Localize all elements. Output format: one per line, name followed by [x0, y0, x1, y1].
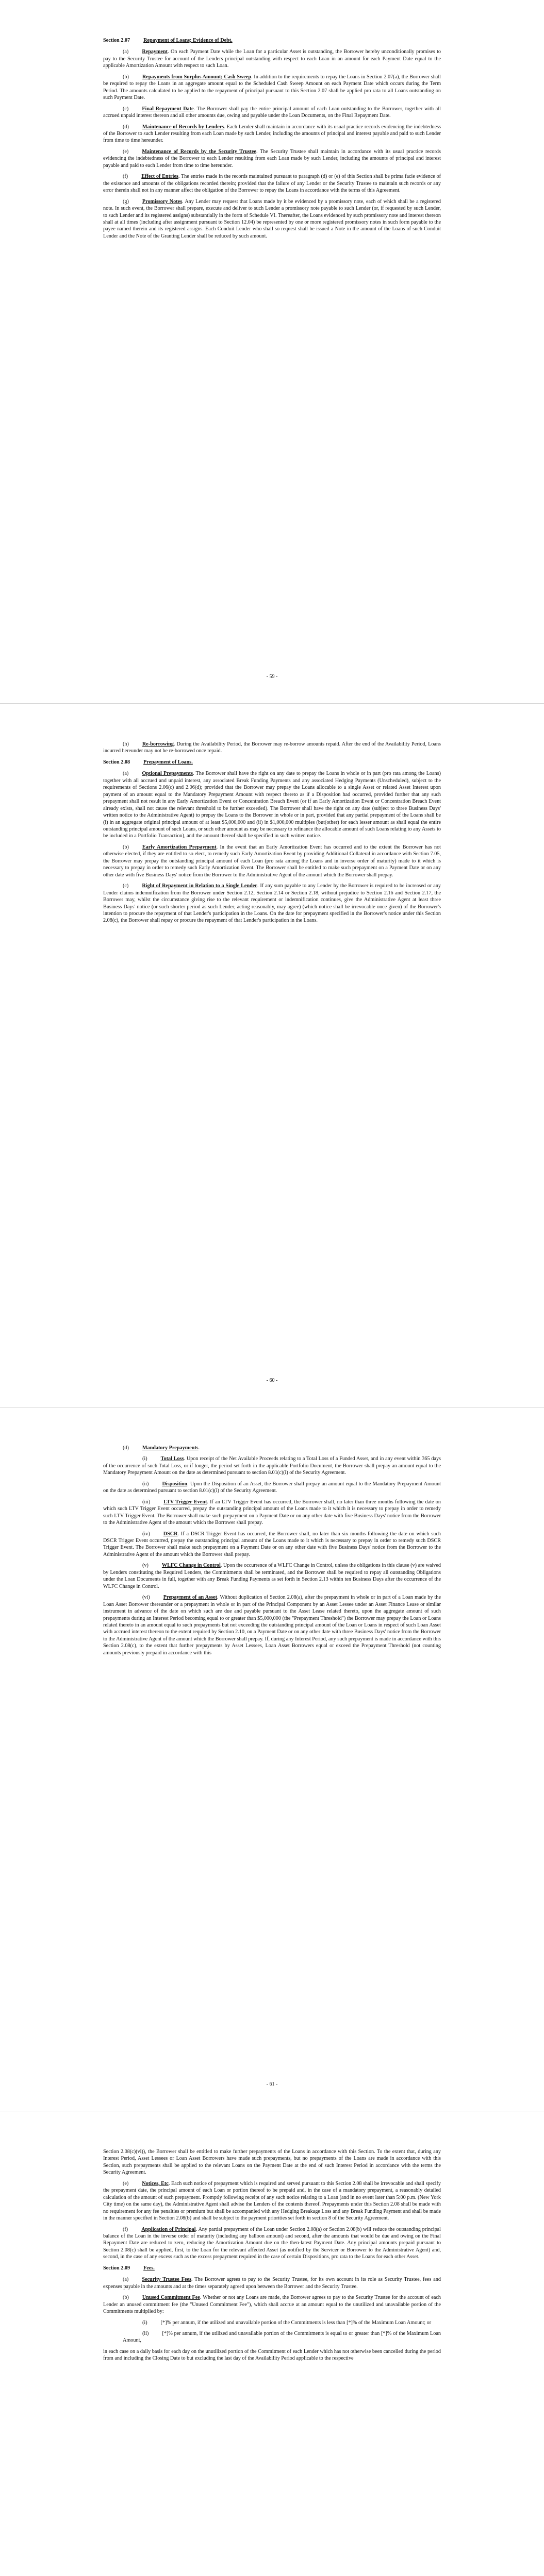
page-number: - 60 - [266, 1378, 278, 1383]
subclause-ii: (ii) Disposition. Upon the Disposition of an Asset, the Borrower shall prepay an amount equal to the Mandatory Prepayment Amount on the date as determined pursuant to section 8.01(c)(i) of the Security Agreement. [103, 1481, 441, 1494]
clause-g: (g) Promissory Notes. Any Lender may request that Loans made by it be evidenced by a promissory note, each of which shall be a registered note. In such event, the Borrower shall prepare, execute and deliver to such Lender a promissory note payable to such Lender (or, if requested by such Lender, to such Lender and its registered assigns) substantially in the form of Schedule VI. Thereafter, the Loans evidenced by such promissory note and interest thereon shall at all times (including after assignment pursuant to Section 12.04) be represented by one or more registered promissory notes in such form payable to the payee named therein and its registered assigns. Each Conduit Lender who shall so request shall be issued a Note in the amount of the Loans of such Conduit Lender and the Note of the Granting Lender shall be reduced by such amount. [103, 198, 441, 239]
clause-b: (b) Repayments from Surplus Amount; Cash Sweep. In addition to the requirements to repay the Loans in Section 2.07(a), the Borrower shall be required to repay the Loans in an aggregate amount equal to the Scheduled Cash Sweep Amount on each Payment Date which occurs during the Term Period. The amounts calculated to be applied to the repayment of principal pursuant to this Section 2.07 shall be applied pro rata to all Loans outstanding on such Payment Date. [103, 74, 441, 101]
clause-d: (d) Mandatory Prepayments. [123, 1445, 200, 1451]
subclause-iii: (iii) LTV Trigger Event. If an LTV Trigger Event has occurred, the Borrower shall, no later than three months following the date on which such LTV Trigger Event occurred, prepay the outstanding principal amount of the Loans made to it which it is necessary to prepay in order to remedy such LTV Trigger Event. The Borrower shall make such prepayment on a Payment Date or on any other date with five Business Days' notice from the Borrower to the Administrative Agent of the amount which the Borrower shall prepay. [103, 1499, 441, 1526]
clause-f: (f) Effect of Entries. The entries made in the records maintained pursuant to paragraph (d) or (e) of this Section shall be prima facie evidence of the existence and amounts of the obligations recorded therein; provided that the failure of any Lender or the Security Trustee to maintain such records or any error therein shall not in any manner affect the obligation of the Borrower to repay the Loans in accordance with the terms of this Agreement. [103, 174, 441, 194]
subclause-i: (i) Total Loss. Upon receipt of the Net Available Proceeds relating to a Total Loss of a Funded Asset, and in any event within 365 days of the occurrence of such Total Loss, or if longer, the period set forth in the applicable Portfolio Document, the Borrower shall prepay an amount equal to the Mandatory Prepayment Amount on the date as determined pursuant to section 8.01(c)(i) of the Security Agreement. [103, 1456, 441, 1476]
page-body [103, 2148, 441, 2366]
page-number: - 59 - [266, 674, 278, 680]
clause-a: (a) Repayment. On each Payment Date while the Loan for a particular Asset is outstanding, the Borrower hereby unconditionally promises to pay to the Security Trustee for account of the Lenders principal outstanding with respect to each Loan in an amount for each Payment Date equal to the applicable Amortization Amount with respect to such Loan. [103, 49, 441, 69]
clause-e: (e) Notices, Etc. Each such notice of prepayment which is required and served pursuant to this Section 2.08 shall be irrevocable and shall specify the prepayment date, the principal amount of each Loan or portion thereof to be prepaid and, in the case of a mandatory prepayment, a reasonably detailed calculation of the amount of such prepayment. Promptly following receipt of any such notice relating to a Loan (and in no event later than 5:00 p.m. (New York City time) on the same day), the Administrative Agent shall advise the Lenders of the contents thereof. Prepayments under this Section 2.08 shall be made with no requirement for any fee penalties or premium but shall be accompanied with any Hedging Breakage Loss and any Break Funding Payment and shall be made in the manner specified in Section 2.08(b) and shall be subject to the payment priorities set forth in section 8 of the Security Agreement. [103, 2180, 441, 2222]
section-heading: Section 2.08 Prepayment of Loans. [103, 759, 193, 765]
clause-d: (d) Maintenance of Records by Lenders. Each Lender shall maintain in accordance with its usual practice records evidencing the indebtedness of the Borrower to such Lender resulting from each Loan made by such Lender, including the amounts of principal and interest payable and paid to such Lender from time to time hereunder. [103, 124, 441, 144]
clause-c: (c) Final Repayment Date. The Borrower shall pay the entire principal amount of each Loan outstanding to the Borrower, together with all accrued unpaid interest thereon and all other amounts due, owing and payable under the Loan Documents, on the Final Repayment Date. [103, 106, 441, 119]
page-body [103, 37, 441, 244]
document-page-1 [0, 0, 544, 703]
clause-e: (e) Maintenance of Records by the Security Trustee. The Security Trustee shall maintain in accordance with its usual practice records evidencing the indebtedness of the Borrower to each Lender resulting from each Loan made by such Lender, including the amounts of principal and interest payable and paid to each Lender from time to time hereunder. [103, 148, 441, 168]
subclause-v: (v) WLFC Change in Control. Upon the occurrence of a WLFC Change in Control, unless the obligations in this clause (v) are waived by Lenders constituting the Required Lenders, the Commitments shall be terminated, and the Borrower shall be required to repay all outstanding Obligations under the Loan Documents in full, together with any Break Funding Payments as set forth in Section 2.13 within ten Business Days after the occurrence of the WLFC Change in Control. [103, 1563, 441, 1589]
clause-b: (b) Early Amortization Prepayment. In the event that an Early Amortization Event has occurred and to the extent the Borrower has not otherwise elected, if they are entitled to so elect, to remedy such Early Amortization Event by providing Additional Collateral in accordance with Section 7.05, the Borrower may prepay the outstanding principal amount of each Loan (pro rata among the Loans and in inverse order of maturity) made to it which is necessary to prepay in order to remedy such Early Amortization Event. The Borrower shall be entitled to make such prepayment on a Payment Date or on any other date with five Business Days' notice from the Borrower to the Administrative Agent of the amount which the Borrower shall prepay. [103, 844, 441, 878]
document-page-4 [0, 2111, 544, 2576]
page-body [103, 1445, 441, 1660]
document-page-2 [0, 704, 544, 1407]
subclause-iv: (iv) DSCR. If a DSCR Trigger Event has occurred, the Borrower shall, no later than six months following the date on which such DSCR Trigger Event occurred, prepay the outstanding principal amount of the Loans made to it which is necessary to prepay in order to remedy such DSCR Trigger Event. The Borrower shall make such prepayment on a Payment Date or on any other date with five Business Days' notice from the Borrower to the Administrative Agent of the amount which the Borrower shall prepay. [103, 1531, 441, 1557]
section-heading: Section 2.07 Repayment of Loans; Evidence of Debt. [103, 38, 233, 43]
continuation-text: in each case on a daily basis for each day on the unutilized portion of the Commitment of each Lender which has not otherwise been cancelled during the period from and including the Closing Date to but excluding the last day of the Availability Period applicable to the respective [103, 2348, 441, 2362]
fee-tier-ii: (ii) [*]% per annum, if the utilized and unavailable portion of the Commitments is equal to or greater than [*]% of the Maximum Loan Amount, [123, 2330, 441, 2344]
section-heading: Section 2.09 Fees. [103, 2265, 155, 2271]
clause-b: (b) Unused Commitment Fee. Whether or not any Loans are made, the Borrower agrees to pay to the Security Trustee for the account of each Lender an unused commitment fee (the "Unused Commitment Fee"), which shall accrue at an amount equal to the unutilized and unavailable portion of the Commitments multiplied by: [103, 2295, 441, 2315]
clause-a: (a) Security Trustee Fees. The Borrower agrees to pay to the Security Trustee, for its own account in its role as Security Trustee, fees and expenses payable in the amounts and at the times separately agreed upon between the Borrower and the Security Trustee. [103, 2277, 441, 2290]
clause-f: (f) Application of Principal. Any partial prepayment of the Loan under Section 2.08(a) or Section 2.08(b) will reduce the outstanding principal balance of the Loan in the inverse order of maturity (including any balloon amount) and second, after the amounts that would be due and owing on the Final Repayment Date are reduced to zero, reducing the Amortization Amount due on the then-latest Payment Date. Any principal amounts prepaid pursuant to Section 2.08(c) shall be applied, first, to the Loan for the relevant affected Asset (as notified by the Servicer or Borrower to the Administrative Agent) and, second, in the case of any excess such as the excess prepayment required in the case of certain Dispositions, pro rata to the Loans for each other Asset. [103, 2226, 441, 2260]
clause-c: (c) Right of Repayment in Relation to a Single Lender. If any sum payable to any Lender by the Borrower is required to be increased or any Lender claims indemnification from the Borrower under Section 2.12, Section 2.14 or Section 2.18, without prejudice to Section 2.16 and Section 2.17, the Borrower may, whilst the circumstance giving rise to the relevant requirement or indemnification continues, give the Administrative Agent at least three Business Days' notice (or such shorter period as such Lender, acting reasonably, may agree) (which notice shall be irrevocable once given) of the Borrower's intention to procure the repayment of that Lender's participation in the Loans. On the date for prepayment specified in the Borrower's notice under this Section 2.08(c), the Borrower shall repay or procure the repayment of that Lender's participation in the Loans. [103, 883, 441, 924]
document-page-3 [0, 1408, 544, 2111]
continuation-text: Section 2.08(c)(vi)), the Borrower shall be entitled to make further prepayments of the Loans in accordance with this Section. To the extent that, during any Interest Period, Asset Lessees or Loan Asset Borrowers have made such prepayments, but no prepayments of the Loans are made in accordance with this Section, such prepayments shall be applied to the relevant Loans on the Payment Date at the end of such Interest Period in accordance with the terms the Security Agreement. [103, 2149, 441, 2176]
page-body [103, 741, 441, 928]
subclause-vi: (vi) Prepayment of an Asset. Without duplication of Section 2.08(a), after the prepayment in whole or in part of a Loan made by the Loan Asset Borrower thereunder or a prepayment in whole or in part of the Principal Component by an Asset Lessee under an Asset Finance Lease or similar instrument in advance of the date on which such are due and payable pursuant to the Asset Lease related thereto, upon the aggregate amount of such prepayments during an Interest Period becoming equal to or greater than $5,000,000 (the "Prepayment Threshold") the Borrower may prepay the Loan or Loans related thereto in an amount equal to such prepayments but not exceeding the outstanding principal amount of the Loan or Loans in respect of such Loan Asset with accrued interest thereon to the extent required by Section 2.10, on a Payment Date or on any other date with three Business Days' notice from the Borrower to the Administrative Agent of the amount which the Borrower shall prepay. If, during any Interest Period, any such prepayment is made in accordance with this Section 2.08(c), to the extent that further prepayments by Asset Lessees, Loan Asset Borrowers equal or exceed the Prepayment Threshold (not counting amounts previously prepaid in accordance with this [103, 1595, 441, 1656]
clause-a: (a) Optional Prepayments. The Borrower shall have the right on any date to prepay the Loans in whole or in part (pro rata among the Loans) together with all accrued and unpaid interest, any associated Break Funding Payments and any associated Hedging Payments (Unscheduled), subject to the requirements of Sections 2.06(c) and 2.06(d); provided that the Borrower may prepay the Loans allocable to a single Asset or related Asset Interest upon payment of an amount equal to the Mandatory Prepayment Amount with respect thereto as if a Disposition had occurred, provided further that any such prepayment shall not result in any Early Amortization Event or Concentration Breach Event (or if an Early Amortization Event or Concentration Breach Event already exists, shall not cause the relevant threshold to be further exceeded). The Borrower shall have the right on any date (subject to three Business Days' written notice to the Administrative Agent) to prepay the Loans to the Borrower in whole or in part, provided that any partial prepayment of the Loans shall be (i) in an aggregate original principal amount of at least $5,000,000 and (ii) in $1,000,000 multiples (but(other) for each lesser amount as shall equal the entire outstanding principal amount of such Loans, or such other amount as may be necessary to refinance the allocable amount of such Loans relating to any Assets to be included in a Portfolio Transaction), and the amount thereof shall be specified in such written notice. [103, 771, 441, 839]
clause-h: (h) Re-borrowing. During the Availability Period, the Borrower may re-borrow amounts repaid. After the end of the Availability Period, Loans incurred hereunder may not be re-borrowed once repaid. [103, 741, 441, 754]
page-number: - 61 - [266, 2081, 278, 2087]
fee-tier-i: (i) [*]% per annum, if the utilized and unavailable portion of the Commitments is less than [*]% of the Maximum Loan Amount; or [142, 2319, 432, 2326]
